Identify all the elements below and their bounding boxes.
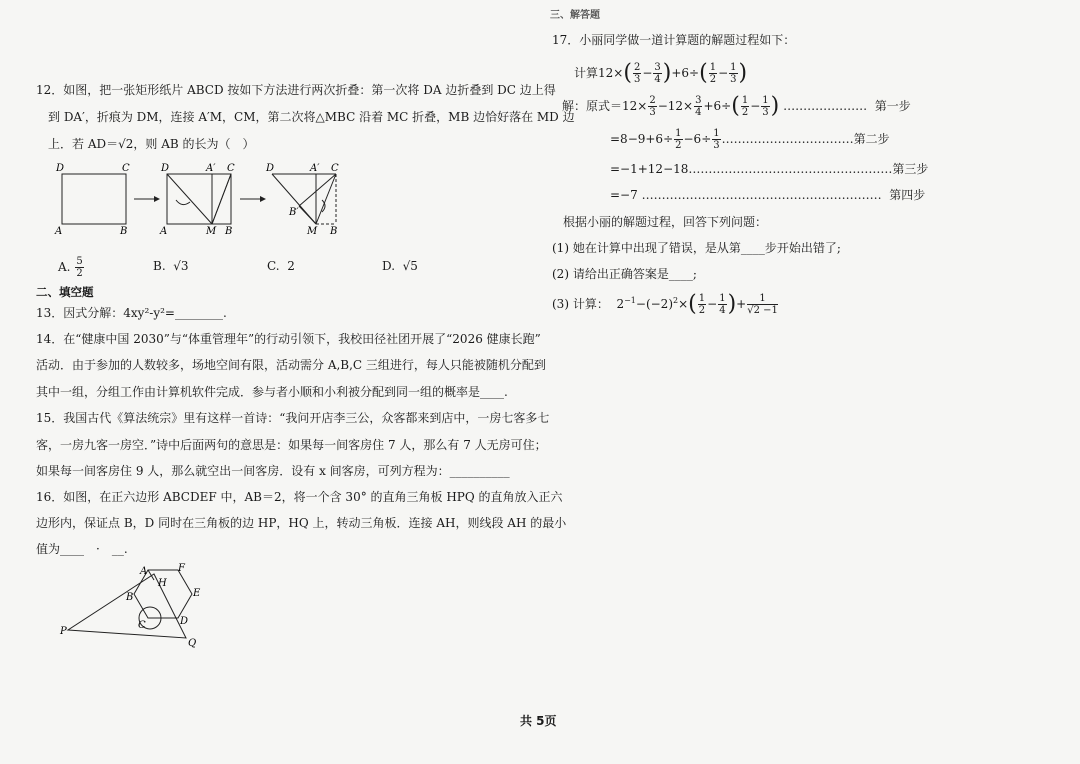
q14-line3: 其中一组，分组工作由计算机软件完成．参与者小顺和小利被分配到同一组的概率是____.: [36, 385, 508, 399]
q12-f2-label-A: A: [160, 226, 168, 237]
q12-figure: [50, 160, 350, 240]
q12-line3: 上．若 AD＝√2，则 AB 的长为（ ）: [48, 137, 255, 151]
q17-title: 17．小丽同学做一道计算题的解题过程如下：: [552, 33, 796, 47]
q16-figure: [58, 560, 218, 652]
q14-line2: 活动．由于参加的人数较多，场地空间有限，活动需分 A,B,C 三组进行，每人只能被随机分配到: [36, 358, 546, 372]
q17-sub1: (1) 她在计算中出现了错误，是从第____步开始出错了;: [552, 241, 841, 255]
q16-label-B: B: [126, 592, 134, 603]
q12-f2-label-A1: A′: [206, 163, 216, 174]
section-fill-in-heading: 二、填空题: [36, 285, 94, 299]
q12-f3-label-M: M: [307, 226, 318, 237]
q12-line1: 12．如图，把一张矩形纸片 ABCD 按如下方法进行两次折叠：第一次将 DA 边折叠到 DC 边上得: [36, 83, 556, 97]
q12-f3-label-C: C: [331, 163, 339, 174]
q16-label-C: C: [138, 620, 146, 631]
q12-figure-2: [159, 163, 235, 237]
q13-text: 13．因式分解：4xy²-y²=________.: [36, 306, 227, 320]
q12-option-b: B. √3: [153, 259, 189, 273]
q12-line2: 到 DA′，折痕为 DM，连接 A′M，CM，第二次将△MBC 沿着 MC 折叠，MB 边恰好落在 MD 边: [48, 110, 575, 124]
q12-f3-label-D: D: [266, 163, 275, 174]
q15-line2: 客，一房九客一房空．”诗中后面两句的意思是：如果每一间客房住 7 人，那么有 7 人无房可住；: [36, 438, 547, 452]
q16-label-F: F: [178, 563, 185, 574]
q17-step3: =−1+12−18……………………………………………第三步: [610, 162, 929, 176]
q16-line2: 边形内，保证点 B，D 同时在三角板的边 HP，HQ 上，转动三角板．连接 AH，则线段 AH 的最小: [36, 516, 567, 530]
q14-line1: 14．在“健康中国 2030”与“体重管理年”的行动引领下，我校田径社团开展了“2026 健康长跑”: [36, 332, 541, 346]
q12-f3-label-A1: A′: [310, 163, 320, 174]
q12-figure-1: [54, 163, 130, 237]
q16-label-A: A: [140, 566, 148, 577]
q12-f2-label-D: D: [161, 163, 170, 174]
q17-prompt: 根据小丽的解题过程，回答下列问题：: [563, 215, 768, 229]
q17-sub3: (3) 计算： $2^{-1}-(-2)^2\times$( $\frac{1}{2}$ − $\frac{1}{4}$ )+ $\frac{1}{√2 -1}$: [552, 291, 778, 317]
q16-label-H: H: [158, 578, 167, 589]
q12-f1-label-D: D: [56, 163, 65, 174]
q15-line1: 15．我国古代《算法统宗》里有这样一首诗：“我问开店李三公，众客都来到店中，一房七客多七: [36, 411, 550, 425]
q12-f1-label-B: B: [120, 226, 128, 237]
q16-label-D: D: [180, 616, 189, 627]
q17-sub2: (2) 请给出正确答案是____;: [552, 267, 697, 281]
q12-f3-label-B1: B′: [289, 207, 299, 218]
q12-option-d: D. √5: [382, 259, 418, 273]
q16-label-Q: Q: [188, 638, 197, 649]
q17-step1: 解：原式＝12× $\frac{2}{3}$ −12× $\frac{3}{4}$ +6÷( $\frac{1}{2}$ − $\frac{1}{3}$ ) ………………… 第一步: [562, 93, 911, 119]
q17-step2: =8−9+6÷ $\frac{1}{2}$ −6÷ $\frac{1}{3}$ ……………………………第二步: [610, 128, 890, 151]
q17-step4: =−7 …………………………………………………… 第四步: [610, 188, 926, 202]
q16-line3: 值为____ · __.: [36, 542, 128, 556]
q12-f2-label-C: C: [227, 163, 235, 174]
q12-f2-label-B: B: [225, 226, 233, 237]
q12-option-a: A. $\frac{5}{2}$: [58, 256, 83, 279]
q16-label-P: P: [60, 626, 67, 637]
q16-label-E: E: [193, 588, 201, 599]
q12-f1-label-A: A: [55, 226, 63, 237]
q12-f3-label-B: B: [330, 226, 338, 237]
q12-option-c: C. 2: [267, 259, 295, 273]
q12-f2-label-M: M: [206, 226, 217, 237]
page-footer: 共 5页: [520, 714, 557, 728]
section-solution-heading: 三、解答题: [550, 10, 600, 21]
q16-line1: 16．如图，在正六边形 ABCDEF 中，AB＝2，将一个含 30° 的直角三角板 HPQ 的直角放入正六: [36, 490, 563, 504]
q17-problem-expression: 计算12×( $\frac{2}{3}$ − $\frac{3}{4}$ )+6÷( $\frac{1}{2}$ − $\frac{1}{3}$ ): [574, 60, 748, 86]
q15-line3: 如果每一间客房住 9 人，那么就空出一间客房．设有 x 间客房，可列方程为：__________: [36, 464, 510, 478]
q12-figure-3: [265, 163, 339, 237]
q12-f1-label-C: C: [122, 163, 130, 174]
